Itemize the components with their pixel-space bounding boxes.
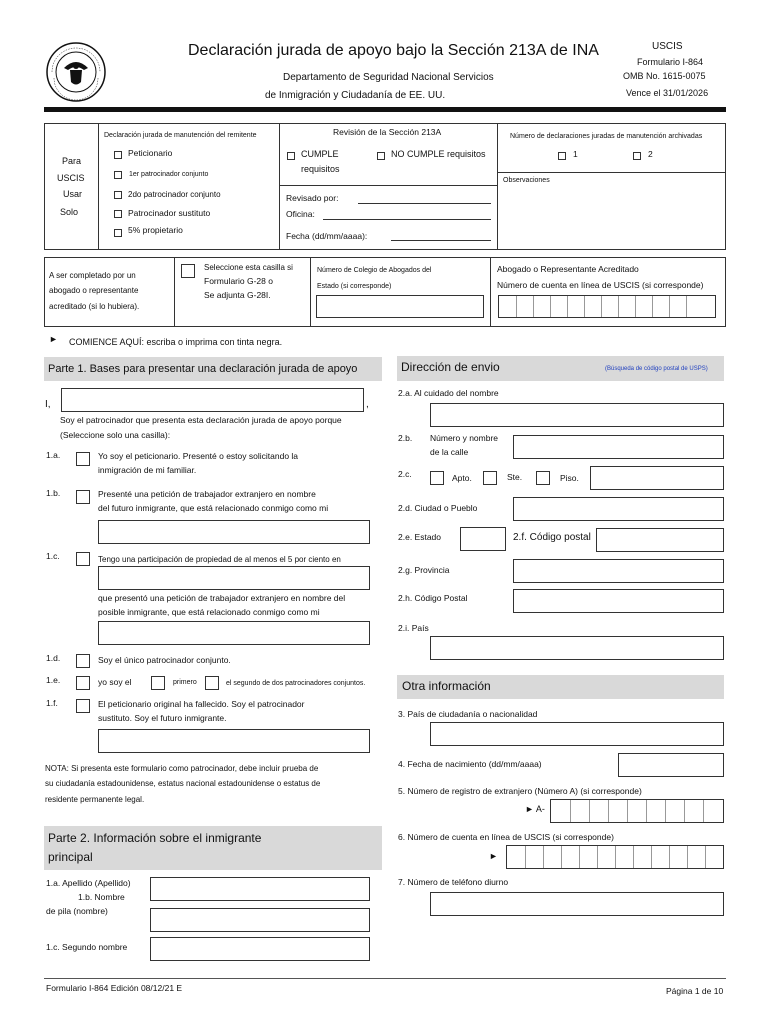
- family-name-label: 1.a. Apellido (Apellido): [46, 878, 131, 888]
- no-cumple-checkbox[interactable]: [377, 152, 385, 160]
- item-number: 2.c.: [398, 469, 412, 479]
- state-label: 2.e. Estado: [398, 532, 442, 542]
- joint-sponsor-1-checkbox[interactable]: [114, 171, 122, 179]
- start-here-text: COMIENCE AQUÍ: escriba o imprima con tinta negra.: [69, 337, 283, 347]
- item-text: Yo soy el peticionario. Presenté o estoy solicitando la: [98, 451, 299, 461]
- ste-checkbox[interactable]: [483, 471, 497, 485]
- bar-number-label: Estado (si corresponde): [317, 283, 392, 290]
- footer-rule: [44, 978, 726, 979]
- edition-text: Formulario I-864 Edición 08/12/21 E: [46, 983, 183, 993]
- part1-intro: (Seleccione solo una casilla):: [60, 430, 171, 440]
- option-label: Peticionario: [128, 148, 173, 158]
- comma: ,: [366, 399, 369, 410]
- dob-input[interactable]: [618, 753, 724, 777]
- bar-number-label: Número de Colegio de Abogados del: [317, 267, 432, 274]
- item-number: 1.f.: [46, 698, 58, 708]
- attorney-online-account-input[interactable]: [498, 295, 716, 318]
- decl-title: Declaración jurada de manutención del remitente: [104, 132, 257, 139]
- middle-name-input[interactable]: [150, 937, 370, 961]
- num-2-label: 2: [648, 149, 653, 159]
- divider: [174, 258, 175, 326]
- g28-checkbox[interactable]: [181, 264, 195, 278]
- divider: [310, 258, 311, 326]
- rep-label: Abogado o Representante Acreditado: [497, 264, 639, 274]
- g28-label: Se adjunta G-28I.: [204, 290, 271, 300]
- dob-label: 4. Fecha de nacimiento (dd/mm/aaaa): [398, 759, 542, 769]
- note-text: residente permanente legal.: [45, 795, 145, 804]
- part1-intro: Soy el patrocinador que presenta esta declaración jurada de apoyo porque: [60, 415, 342, 425]
- peticionario-checkbox[interactable]: [114, 151, 122, 159]
- cumple-label: CUMPLE: [301, 149, 339, 159]
- other-info-heading: Otra información: [402, 679, 491, 693]
- in-care-of-label: 2.a. Al cuidado del nombre: [398, 388, 499, 398]
- province-input[interactable]: [513, 559, 724, 583]
- country-label: 2.i. País: [398, 623, 429, 633]
- arrow-icon: ►: [49, 334, 58, 344]
- a-number-prefix: ► A-: [525, 804, 545, 814]
- form-number: Formulario I-864: [637, 57, 704, 67]
- agency-label: USCIS: [652, 41, 683, 52]
- item-number: 2.b.: [398, 433, 413, 443]
- item-text: Soy el único patrocinador conjunto.: [98, 655, 231, 665]
- attorney-note: abogado o representante: [49, 286, 139, 295]
- item-text: Presenté una petición de trabajador extranjero en nombre: [98, 489, 316, 499]
- attorney-note: acreditado (si lo hubiera).: [49, 302, 140, 311]
- option-label: 5% propietario: [128, 225, 183, 235]
- item-text: yo soy el: [98, 677, 132, 687]
- a-number-input[interactable]: [550, 799, 724, 823]
- five-percent-owner-checkbox[interactable]: [114, 229, 122, 237]
- rep-label: Número de cuenta en línea de USCIS (si corresponde): [497, 280, 704, 290]
- apt-number-input[interactable]: [590, 466, 724, 490]
- part2-heading: Parte 2. Información sobre el inmigrante: [48, 831, 262, 845]
- citizenship-input[interactable]: [430, 722, 724, 746]
- divider: [279, 185, 497, 186]
- office-label: Oficina:: [286, 209, 315, 219]
- country-input[interactable]: [430, 636, 724, 660]
- city-label: 2.d. Ciudad o Pueblo: [398, 503, 478, 513]
- item-text: el segundo de dos patrocinadores conjuntos.: [226, 680, 366, 687]
- note-text: NOTA: Si presenta este formulario como patrocinador, debe incluir prueba de: [45, 764, 319, 773]
- item-number: 1.e.: [46, 675, 61, 685]
- zip-label: 2.f. Código postal: [513, 532, 591, 543]
- observations-label: Observaciones: [503, 177, 550, 184]
- province-label: 2.g. Provincia: [398, 565, 450, 575]
- item-number: 1.b.: [46, 488, 61, 498]
- floor-checkbox[interactable]: [536, 471, 550, 485]
- review-title: Revisión de la Sección 213A: [333, 127, 442, 137]
- item-text: que presentó una petición de trabajador extranjero en nombre del: [98, 593, 346, 603]
- date-label: Fecha (dd/mm/aaaa):: [286, 231, 368, 241]
- g28-label: Formulario G-28 o: [204, 276, 273, 286]
- option-label: Patrocinador sustituto: [128, 208, 211, 218]
- postal-code-label: 2.h. Código Postal: [398, 593, 468, 603]
- street-input[interactable]: [513, 435, 724, 459]
- citizenship-label: 3. País de ciudadanía o nacionalidad: [398, 709, 538, 719]
- option-label: 1er patrocinador conjunto: [129, 171, 209, 178]
- expiration-date: Vence el 31/01/2026: [626, 88, 709, 98]
- ste-label: Ste.: [507, 472, 523, 482]
- item-number: 1.a.: [46, 450, 61, 460]
- petitioner-checkbox[interactable]: [76, 452, 90, 466]
- item-text: El peticionario original ha fallecido. Soy el patrocinador: [98, 699, 305, 709]
- item-text: inmigración de mi familiar.: [98, 465, 197, 475]
- item-text: posible inmigrante, que está relacionado conmigo como mi: [98, 607, 320, 617]
- online-account-input[interactable]: [506, 845, 724, 869]
- item-text: Tengo una participación de propiedad de al menos el 5 por ciento en: [98, 555, 341, 564]
- bar-number-input[interactable]: [316, 295, 484, 318]
- item-number: 1.d.: [46, 653, 61, 663]
- page-number: Página 1 de 10: [666, 986, 724, 996]
- floor-label: Piso.: [560, 473, 579, 483]
- for-label: Para: [62, 156, 82, 166]
- form-title: Declaración jurada de apoyo bajo la Sección 213A de INA: [188, 42, 599, 59]
- ownership-checkbox[interactable]: [76, 552, 90, 566]
- mailing-heading: Dirección de envio: [401, 360, 500, 374]
- uscis-label: USCIS: [57, 173, 85, 183]
- substitute-sponsor-checkbox[interactable]: [114, 210, 122, 218]
- middle-name-label: 1.c. Segundo nombre: [46, 942, 128, 952]
- omb-number: OMB No. 1615-0075: [623, 71, 706, 81]
- divider: [497, 172, 725, 173]
- relationship-input-f[interactable]: [98, 729, 370, 753]
- cumple-checkbox[interactable]: [287, 152, 295, 160]
- apt-checkbox[interactable]: [430, 471, 444, 485]
- apt-label: Apto.: [452, 473, 472, 483]
- no-cumple-label: NO CUMPLE requisitos: [391, 149, 486, 159]
- requisitos-label: requisitos: [301, 164, 340, 174]
- num-1-checkbox[interactable]: [558, 152, 566, 160]
- header-rule: [44, 107, 726, 112]
- a-number-label: 5. Número de registro de extranjero (Número A) (si corresponde): [398, 786, 642, 796]
- num-2-checkbox[interactable]: [633, 152, 641, 160]
- street-label: Número y nombre: [430, 433, 499, 443]
- num-1-label: 1: [573, 149, 578, 159]
- item-text: sustituto. Soy el futuro inmigrante.: [98, 713, 227, 723]
- office-line[interactable]: [323, 219, 491, 220]
- phone-input[interactable]: [430, 892, 724, 916]
- usps-zip-lookup-link[interactable]: (Búsqueda de código postal de USPS): [605, 366, 708, 372]
- first-sponsor-checkbox[interactable]: [151, 676, 165, 690]
- given-name-label: de pila (nombre): [46, 906, 108, 916]
- divider: [497, 124, 498, 249]
- phone-label: 7. Número de teléfono diurno: [398, 877, 509, 887]
- zip-input[interactable]: [596, 528, 724, 552]
- in-care-of-input[interactable]: [430, 403, 724, 427]
- state-input[interactable]: [460, 527, 506, 551]
- reviewed-by-label: Revisado por:: [286, 193, 339, 203]
- part2-heading: principal: [48, 850, 93, 864]
- item-text: primero: [173, 679, 197, 686]
- option-label: 2do patrocinador conjunto: [128, 190, 221, 199]
- substitute-sponsor-checkbox-p1[interactable]: [76, 699, 90, 713]
- dept-line-1: Departamento de Seguridad Nacional Servicios: [283, 72, 494, 83]
- note-text: su ciudadanía estadounidense, estatus nacional estadounidense o estatus de: [45, 779, 321, 788]
- item-number: 1.c.: [46, 551, 60, 561]
- given-name-label: 1.b. Nombre: [78, 892, 125, 902]
- given-name-input[interactable]: [150, 908, 370, 932]
- joint-sponsor-checkbox[interactable]: [76, 676, 90, 690]
- divider: [490, 258, 491, 326]
- relationship-input-b[interactable]: [98, 520, 370, 544]
- second-sponsor-checkbox[interactable]: [205, 676, 219, 690]
- city-input[interactable]: [513, 497, 724, 521]
- dhs-seal: [46, 42, 106, 102]
- joint-sponsor-2-checkbox[interactable]: [114, 191, 122, 199]
- only-label: Solo: [60, 207, 79, 217]
- family-name-input[interactable]: [150, 877, 370, 901]
- street-label: de la calle: [430, 447, 469, 457]
- company-name-input[interactable]: [98, 566, 370, 590]
- reviewed-by-line[interactable]: [358, 203, 491, 204]
- only-joint-sponsor-checkbox[interactable]: [76, 654, 90, 668]
- part1-heading: Parte 1. Bases para presentar una declaración jurada de apoyo: [48, 363, 358, 375]
- arrow-icon: ►: [489, 851, 498, 861]
- relationship-input-c[interactable]: [98, 621, 370, 645]
- num-affidavits-title: Número de declaraciones juradas de manutención archivadas: [510, 133, 703, 140]
- i-label: I,: [45, 399, 51, 410]
- sponsor-name-input[interactable]: [61, 388, 364, 412]
- attorney-note: A ser completado por un: [49, 271, 136, 280]
- date-line[interactable]: [391, 240, 491, 241]
- use-label: Usar: [63, 189, 83, 199]
- divider: [279, 124, 280, 249]
- alien-worker-checkbox[interactable]: [76, 490, 90, 504]
- item-text: del futuro inmigrante, que está relacionado conmigo como mi: [98, 503, 329, 513]
- divider: [98, 124, 99, 249]
- online-account-label: 6. Número de cuenta en línea de USCIS (si corresponde): [398, 832, 614, 842]
- dept-line-2: de Inmigración y Ciudadanía de EE. UU.: [265, 90, 446, 101]
- postal-code-input[interactable]: [513, 589, 724, 613]
- g28-label: Seleccione esta casilla si: [204, 263, 293, 272]
